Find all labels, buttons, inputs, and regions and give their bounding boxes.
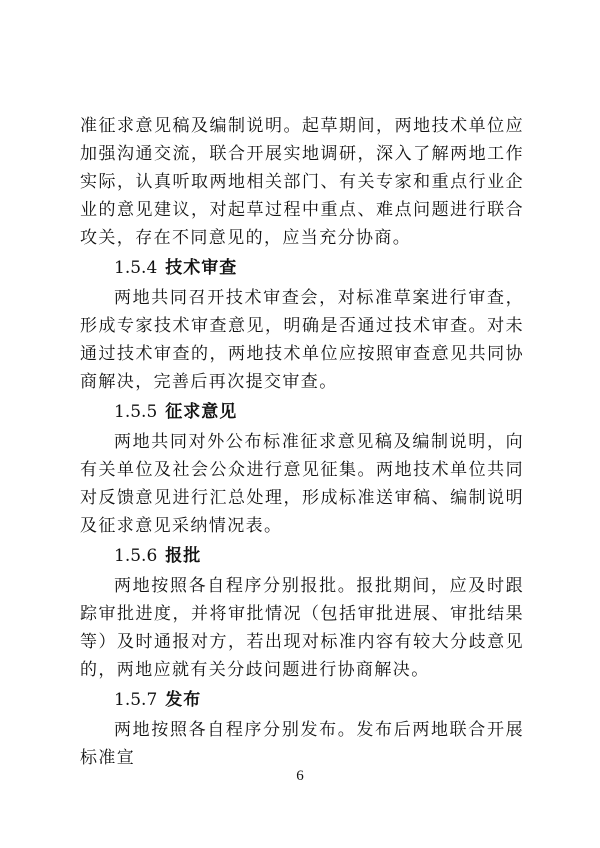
intro-paragraph: 准征求意见稿及编制说明。起草期间，两地技术单位应加强沟通交流，联合开展实地调研，深入了解两地工作实际，认真听取两地相关部门、有关专家和重点行业企业的意见建议，对起草过程中重点、难点问题进行联合攻关，存在不同意见的，应当充分协商。	[80, 116, 524, 248]
section-body-1-5-5: 两地共同对外公布标准征求意见稿及编制说明，向有关单位及社会公众进行意见征集。两地技术单位共同对反馈意见进行汇总处理，形成标准送审稿、编制说明及征求意见采纳情况表。	[80, 432, 524, 536]
section-heading-1-5-7	[80, 686, 524, 714]
section-title: 技术审查	[165, 258, 238, 278]
section-number: 1.5.4	[114, 258, 158, 278]
section-number: 1.5.5	[114, 402, 158, 422]
section-title: 报批	[165, 546, 202, 566]
section-body-1-5-6: 两地按照各自程序分别报批。报批期间，应及时跟踪审批进度，并将审批情况（包括审批进展、审批结果等）及时通报对方，若出现对标准内容有较大分歧意见的，两地应就有关分歧问题进行协商解决。	[80, 576, 524, 680]
page-number: 6	[296, 768, 304, 784]
section-body-1-5-4: 两地共同召开技术审查会，对标准草案进行审查，形成专家技术审查意见，明确是否通过技术审查。对未通过技术审查的，两地技术单位应按照审查意见共同协商解决，完善后再次提交审查。	[80, 288, 524, 392]
section-heading-1-5-4	[80, 254, 524, 282]
section-title: 发布	[165, 690, 202, 710]
section-heading-1-5-5	[80, 398, 524, 426]
section-heading-1-5-6	[80, 542, 524, 570]
section-body-1-5-7: 两地按照各自程序分别发布。发布后两地联合开展标准宣	[80, 720, 524, 768]
section-title: 征求意见	[165, 402, 238, 422]
section-number: 1.5.6	[114, 546, 158, 566]
section-number: 1.5.7	[114, 690, 158, 710]
page-content	[80, 112, 524, 772]
